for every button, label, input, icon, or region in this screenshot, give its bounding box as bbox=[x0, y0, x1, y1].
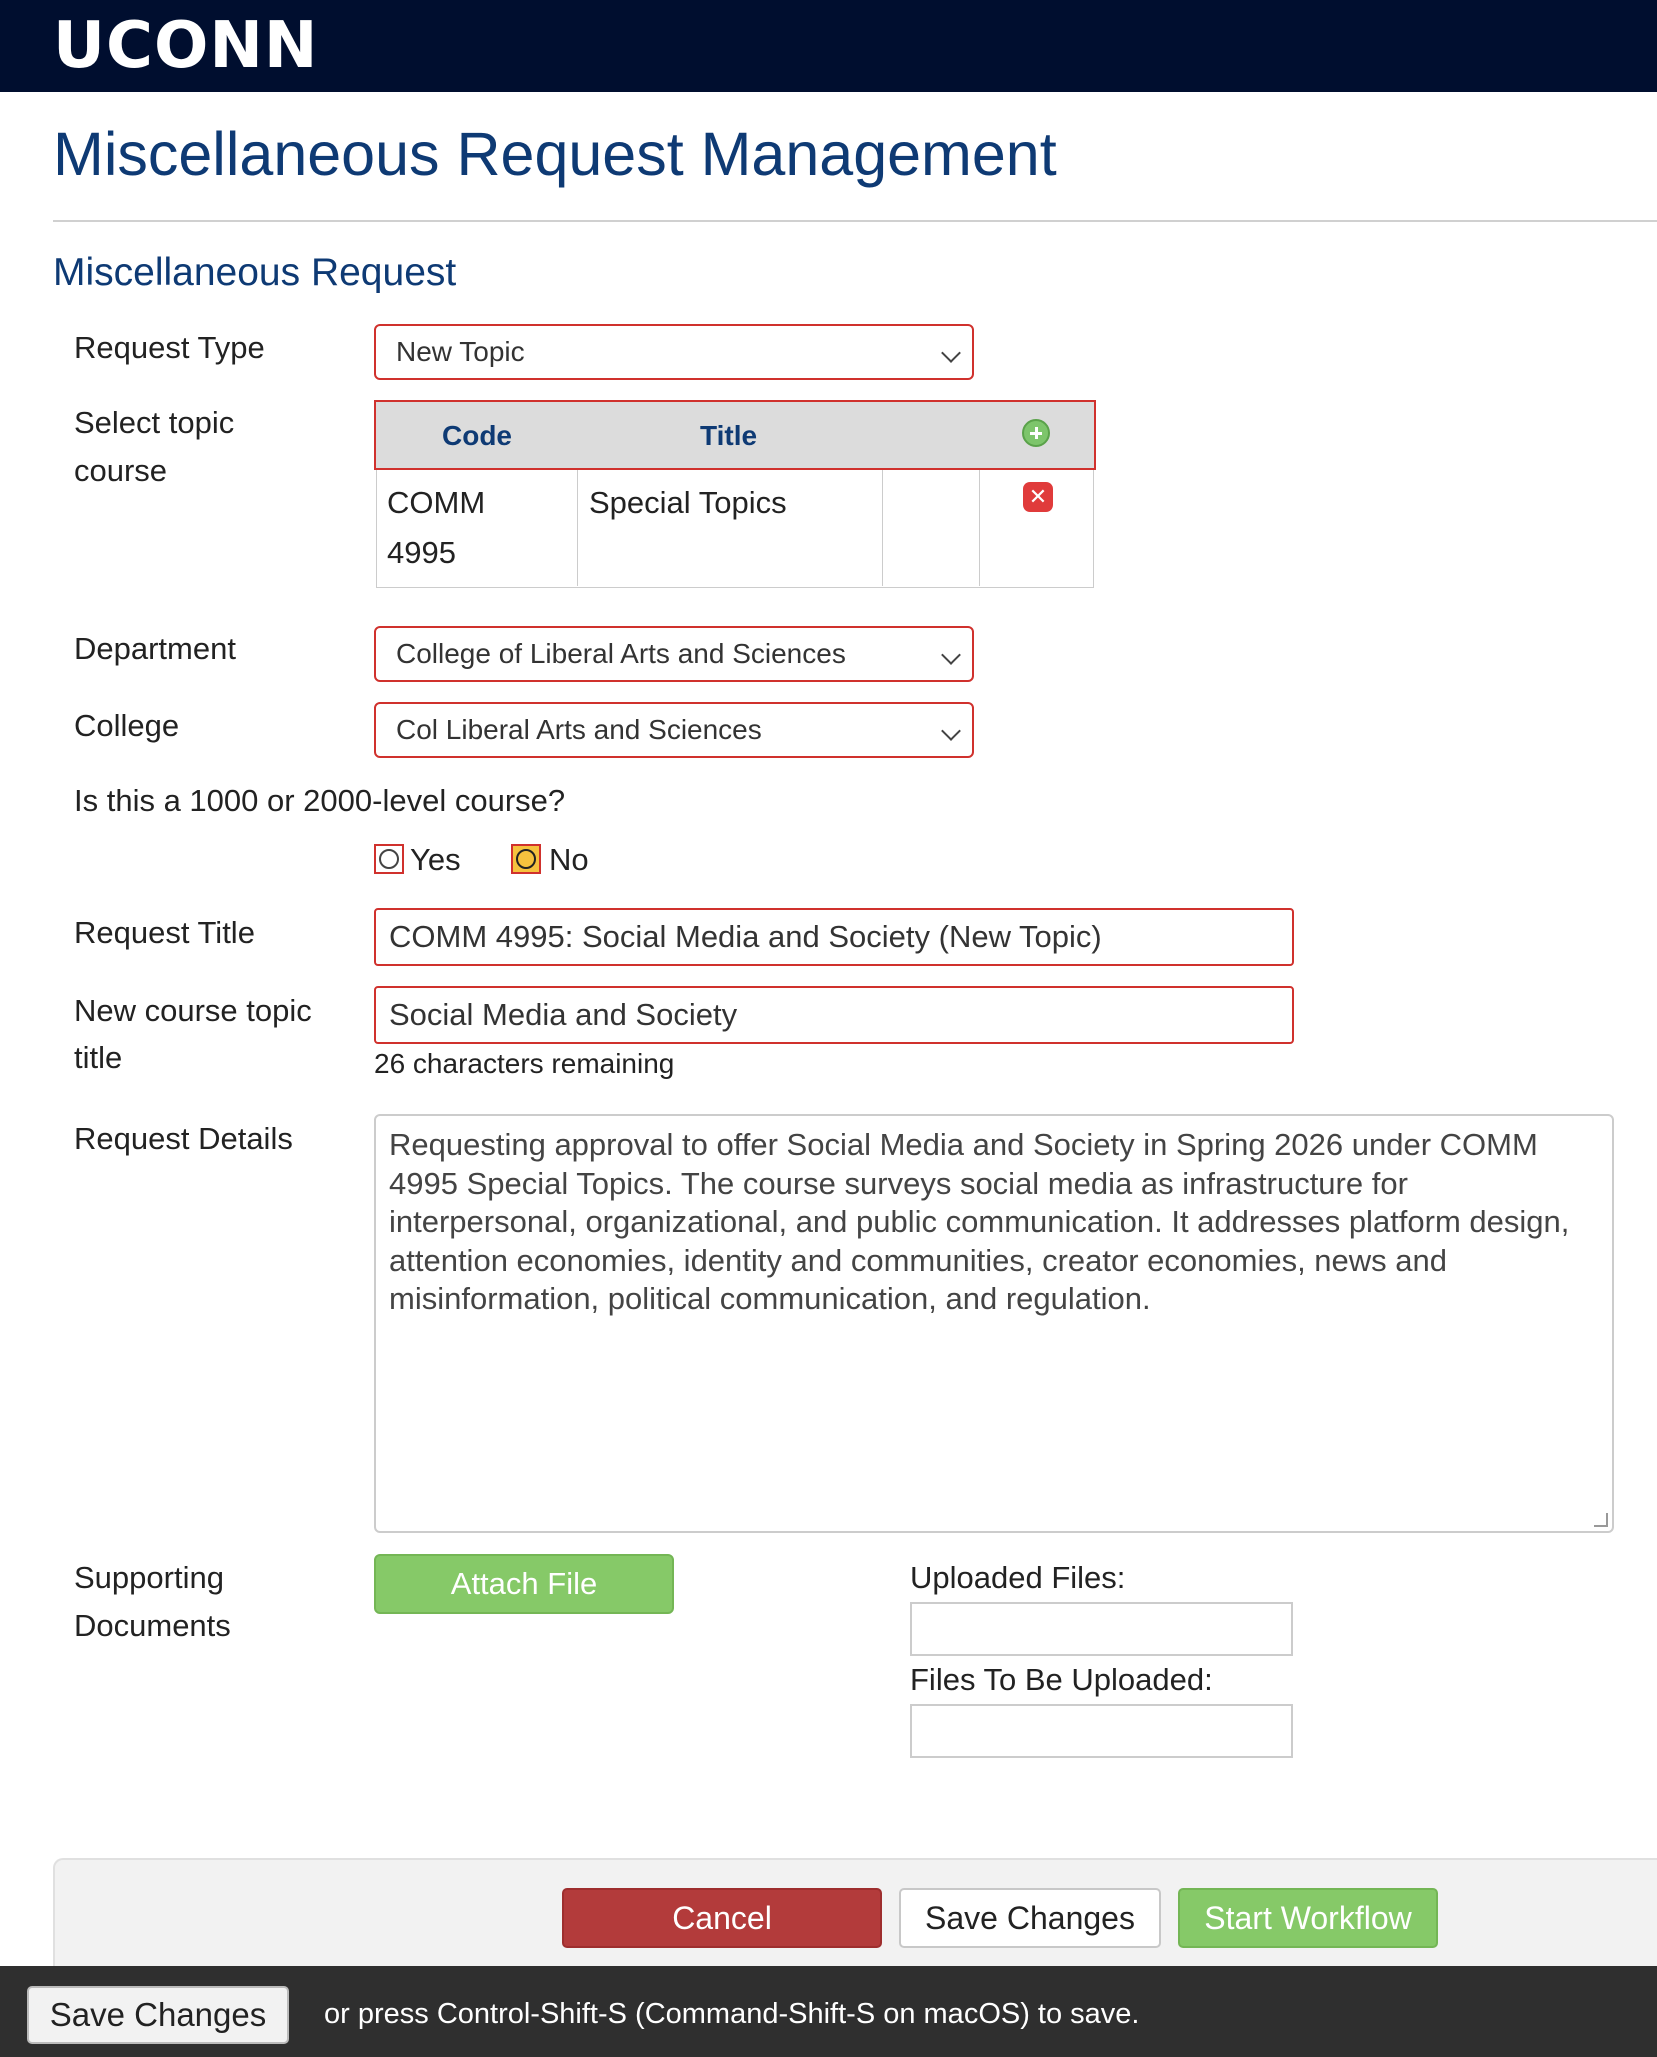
topic-course-label-line2: course bbox=[74, 453, 168, 488]
request-details-textarea[interactable] bbox=[374, 1114, 1614, 1533]
cell-divider bbox=[979, 470, 980, 586]
course-title: Special Topics bbox=[589, 485, 787, 520]
cell-divider bbox=[577, 470, 578, 586]
level-question-label: Is this a 1000 or 2000-level course? bbox=[74, 783, 566, 818]
new-topic-title-label-line2: title bbox=[74, 1040, 123, 1075]
supporting-docs-label-line2: Documents bbox=[74, 1608, 231, 1643]
college-value: Col Liberal Arts and Sciences bbox=[396, 714, 762, 745]
uploaded-files-box[interactable] bbox=[910, 1602, 1293, 1656]
table-header bbox=[374, 400, 1096, 470]
radio-no-label: No bbox=[549, 842, 589, 877]
chevron-down-icon bbox=[941, 343, 961, 363]
request-type-value: New Topic bbox=[396, 336, 525, 367]
characters-remaining: 26 characters remaining bbox=[374, 1048, 675, 1079]
save-changes-button[interactable]: Save Changes bbox=[899, 1888, 1161, 1948]
department-select[interactable] bbox=[374, 626, 974, 682]
files-to-upload-label: Files To Be Uploaded: bbox=[910, 1662, 1213, 1697]
chevron-down-icon bbox=[941, 645, 961, 665]
table-row bbox=[376, 470, 1094, 588]
save-shortcut-hint: or press Control-Shift-S (Command-Shift-S on macOS) to save. bbox=[324, 1998, 1140, 2030]
college-label: College bbox=[74, 708, 180, 743]
add-course-icon[interactable] bbox=[1022, 419, 1050, 447]
radio-yes-label: Yes bbox=[410, 842, 461, 877]
request-title-label: Request Title bbox=[74, 915, 255, 950]
department-value: College of Liberal Arts and Sciences bbox=[396, 638, 846, 669]
radio-no-control bbox=[511, 844, 541, 874]
uconn-logo[interactable]: UCONN bbox=[53, 9, 319, 83]
cell-divider bbox=[882, 470, 883, 586]
course-code-line2: 4995 bbox=[387, 535, 456, 570]
column-header-code: Code bbox=[442, 420, 512, 451]
savebar-save-button[interactable]: Save Changes bbox=[27, 1986, 289, 2044]
request-type-select[interactable] bbox=[374, 324, 974, 380]
topic-course-label-line1: Select topic bbox=[74, 405, 235, 440]
start-workflow-button[interactable]: Start Workflow bbox=[1178, 1888, 1438, 1948]
request-details-label: Request Details bbox=[74, 1121, 293, 1156]
supporting-docs-label-line1: Supporting bbox=[74, 1560, 224, 1595]
files-to-upload-box[interactable] bbox=[910, 1704, 1293, 1758]
new-topic-title-input[interactable]: Social Media and Society bbox=[374, 986, 1294, 1044]
remove-course-icon[interactable]: ✕ bbox=[1023, 482, 1053, 512]
radio-yes-dot bbox=[379, 849, 399, 869]
cancel-button[interactable]: Cancel bbox=[562, 1888, 882, 1948]
column-header-title: Title bbox=[700, 420, 758, 451]
request-type-label: Request Type bbox=[74, 330, 265, 365]
section-title: Miscellaneous Request bbox=[53, 251, 457, 294]
request-title-input[interactable]: COMM 4995: Social Media and Society (New Topic) bbox=[374, 908, 1294, 966]
resize-handle-icon[interactable] bbox=[1594, 1513, 1608, 1527]
radio-yes-control bbox=[374, 844, 404, 874]
attach-file-button[interactable]: Attach File bbox=[374, 1554, 674, 1614]
new-topic-title-label-line1: New course topic bbox=[74, 993, 312, 1028]
save-bar bbox=[0, 1966, 1657, 2057]
college-select[interactable] bbox=[374, 702, 974, 758]
uploaded-files-label: Uploaded Files: bbox=[910, 1560, 1126, 1595]
title-divider bbox=[53, 220, 1657, 222]
department-label: Department bbox=[74, 631, 236, 666]
page-title: Miscellaneous Request Management bbox=[53, 120, 1057, 188]
top-banner bbox=[0, 0, 1657, 92]
radio-no-dot bbox=[516, 849, 536, 869]
request-details-text: Requesting approval to offer Social Media and Society in Spring 2026 under COMM 4995 Special Topics. The course surveys social media as infrastructure for interpersonal, organizational, and public communication. It addresses platform design, attention economies, identity and communities, creator economies, news and misinformation, political communication, and regulation. bbox=[389, 1127, 1570, 1316]
course-code-line1: COMM bbox=[387, 485, 486, 520]
chevron-down-icon bbox=[941, 721, 961, 741]
